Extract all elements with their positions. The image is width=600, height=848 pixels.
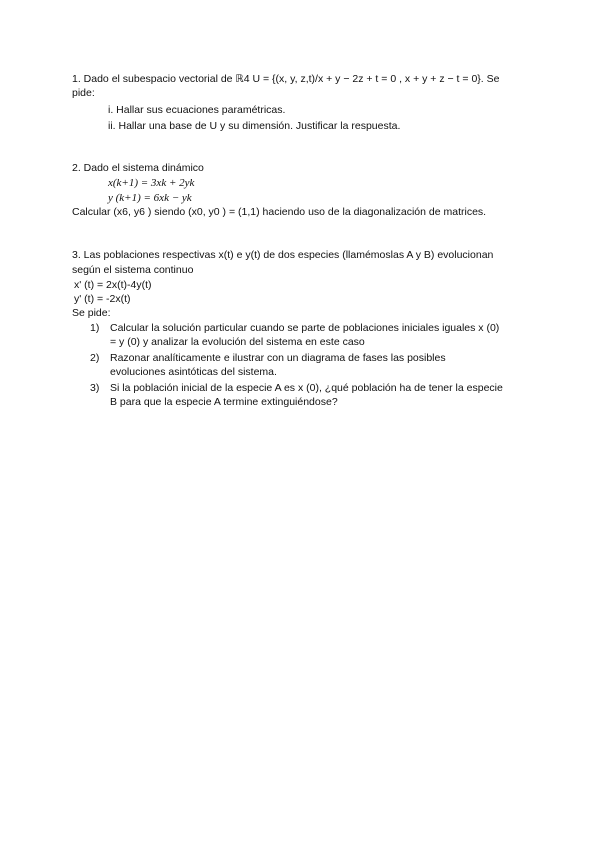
q3-equation-1: x' (t) = 2x(t)-4y(t)	[74, 279, 152, 291]
q3-item-1-number: 1)	[90, 322, 100, 334]
q3-equation-2: y' (t) = -2x(t)	[74, 293, 131, 305]
q3-item-3-line-b: B para que la especie A termine extinguiéndose?	[110, 396, 338, 408]
q3-item-2-line-b: evoluciones asintóticas del sistema.	[110, 366, 277, 378]
q2-line-2: Calcular (x6, y6 ) siendo (x0, y0 ) = (1,1) haciendo uso de la diagonalización de matrices.	[72, 206, 487, 218]
q3-item-2-number: 2)	[90, 352, 100, 364]
q1-line-1: 1. Dado el subespacio vectorial de ℝ4 U = {(x, y, z,t)/x + y − 2z + t = 0 , x + y + z − t = 0}. Se	[72, 73, 500, 85]
q2-equation-2: y (k+1) = 6xk − yk	[108, 192, 192, 204]
q2-equation-1: x(k+1) = 3xk + 2yk	[108, 177, 195, 189]
q3-line-1: 3. Las poblaciones respectivas x(t) e y(t) de dos especies (llamémoslas A y B) evolucionan	[72, 249, 494, 261]
q3-item-1-line-a: Calcular la solución particular cuando se parte de poblaciones iniciales iguales x (0)	[110, 322, 500, 334]
q1-line-2: pide:	[72, 87, 95, 99]
q3-item-3-number: 3)	[90, 382, 100, 394]
q3-item-2-line-a: Razonar analíticamente e ilustrar con un diagrama de fases las posibles	[110, 352, 446, 364]
q3-item-1-line-b: = y (0) y analizar la evolución del sistema en este caso	[110, 336, 365, 348]
q1-item-i: i. Hallar sus ecuaciones paramétricas.	[108, 104, 286, 116]
q2-line-1: 2. Dado el sistema dinámico	[72, 162, 204, 174]
q3-line-2: según el sistema continuo	[72, 264, 194, 276]
q1-item-ii: ii. Hallar una base de U y su dimensión. Justificar la respuesta.	[108, 120, 401, 132]
q3-item-3-line-a: Si la población inicial de la especie A es x (0), ¿qué población ha de tener la especie	[110, 382, 503, 394]
q3-line-3: Se pide:	[72, 307, 111, 319]
